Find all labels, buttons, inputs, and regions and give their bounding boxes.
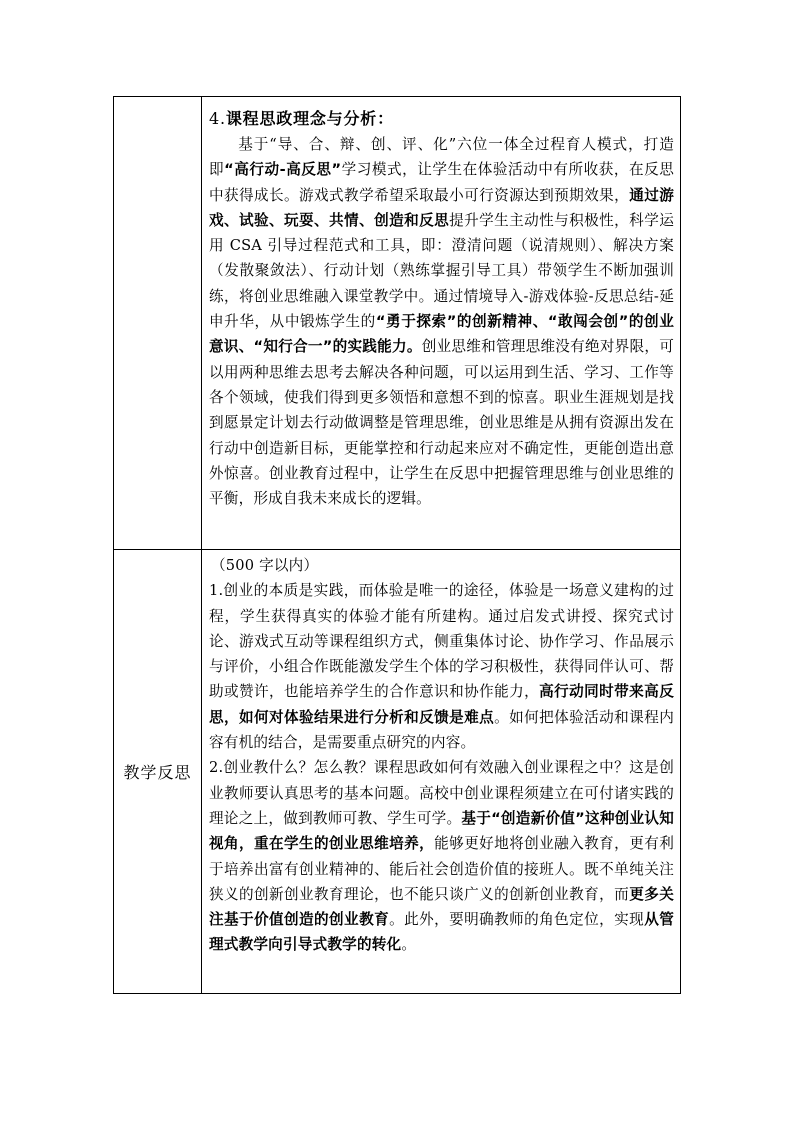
text-segment: 。如何把体验活动和课程内容有机的结合，是需要重点研究的内容。 <box>209 708 674 752</box>
heading-title: 课程思政理念与分析： <box>225 109 394 128</box>
text-segment-bold: “高行动-高反思” <box>224 161 342 179</box>
text-segment-bold: 高行动同时带来高反思，如何对体验结果进行分析和反馈是难点 <box>209 683 674 726</box>
text-segment: 1.创业的本质是实践，而体验是唯一的途径，体验是一场意义建构的过程，学生获得真实的体验才能有所建构。通过启发式讲授、探究式讨论、游戏式互动等课程组织方式，侧重集体讨论、协作学习、作品展示与评价，小组合作既能激发学生个体的学习积极性，获得同伴认可、帮助或赞许，也能培养学生的合作意识和协作能力， <box>209 582 674 701</box>
text-segment: 创业思维和管理思维没有绝对界限，可以用两种思维去思考去解决各种问题，可以运用到生活、学习、工作等各个领域，使我们得到更多领悟和意想不到的惊喜。职业生涯规划是找到愿景定计划去行动做调整是管理思维，创业思维是从拥有资源出发在行动中创造新目标，更能掌控和行动起来应对不确定性，更能创造出意外惊喜。创业教育过程中，让学生在反思中把握管理思维与创业思维的平衡，形成自我未来成长的逻辑。 <box>209 338 675 508</box>
text-segment: 能够更好地将创业融入教育，更有利于培养出富有创业精神的、能后社会创造价值的接班人。既不单纯关注狭义的创新创业教育理论，也不能只谈广义的创新创业教育，而 <box>209 835 674 903</box>
word-limit-note: （500 字以内） <box>211 557 319 574</box>
text-segment-bold: 通过游戏、试验、玩耍、共情、创造和反思 <box>209 186 674 229</box>
content-cell-reflection <box>202 550 681 994</box>
reflection-paragraph-1 <box>209 578 674 755</box>
row-label-teaching-reflection: 教学反思 <box>114 550 202 994</box>
text-segment-bold: 基于“创造新价值”这种创业认知视角，重在学生的创业思维培养， <box>209 809 674 853</box>
text-segment-bold: “勇于探索”的创新精神、“敢闯会创”的创业意识、“知行合一”的实践能力。 <box>209 313 675 356</box>
reflection-paragraph-2 <box>209 755 674 957</box>
text-segment: 。此外，要明确教师的角色定位，实现 <box>389 911 645 929</box>
text-segment-bold: 更多关注基于价值创造的创业教育 <box>209 885 674 929</box>
reflection-table <box>113 96 681 994</box>
text-segment: 提升学生主动性与积极性，科学运用 CSA 引导过程范式和工具，即：澄清问题（说清规则）、解决方案（发散聚敛法）、行动计划（熟练掌握引导工具）带领学生不断加强训练，将创业思维融入课堂教学中。通过情境导入-游戏体验-反思总结-延申升华，从中锻炼学生的 <box>209 211 674 331</box>
text-segment-bold: 从管理式教学向引导式教学的转化 <box>209 911 674 954</box>
row-label-empty <box>114 97 202 550</box>
text-segment: 基于“导、合、辩、创、评、化”六位一体全过程育人模式，打造即 <box>209 136 674 179</box>
text-segment: 。 <box>401 936 417 954</box>
heading-number: 4. <box>209 109 226 128</box>
table-row <box>114 550 681 994</box>
table-row <box>114 97 681 550</box>
section-heading <box>209 106 674 132</box>
philosophy-paragraph <box>209 132 674 511</box>
text-segment: 学习模式，让学生在体验活动中有所收获，在反思中获得成长。游戏式教学希望采取最小可行资源达到预期效果， <box>209 161 674 204</box>
text-segment: 2.创业教什么？怎么教？课程思政如何有效融入创业课程之中？这是创业教师要认真思考的基本问题。高校中创业课程须建立在可付诸实践的理论之上，做到教师可教、学生可学。 <box>209 759 674 827</box>
content-cell-philosophy <box>202 97 681 550</box>
